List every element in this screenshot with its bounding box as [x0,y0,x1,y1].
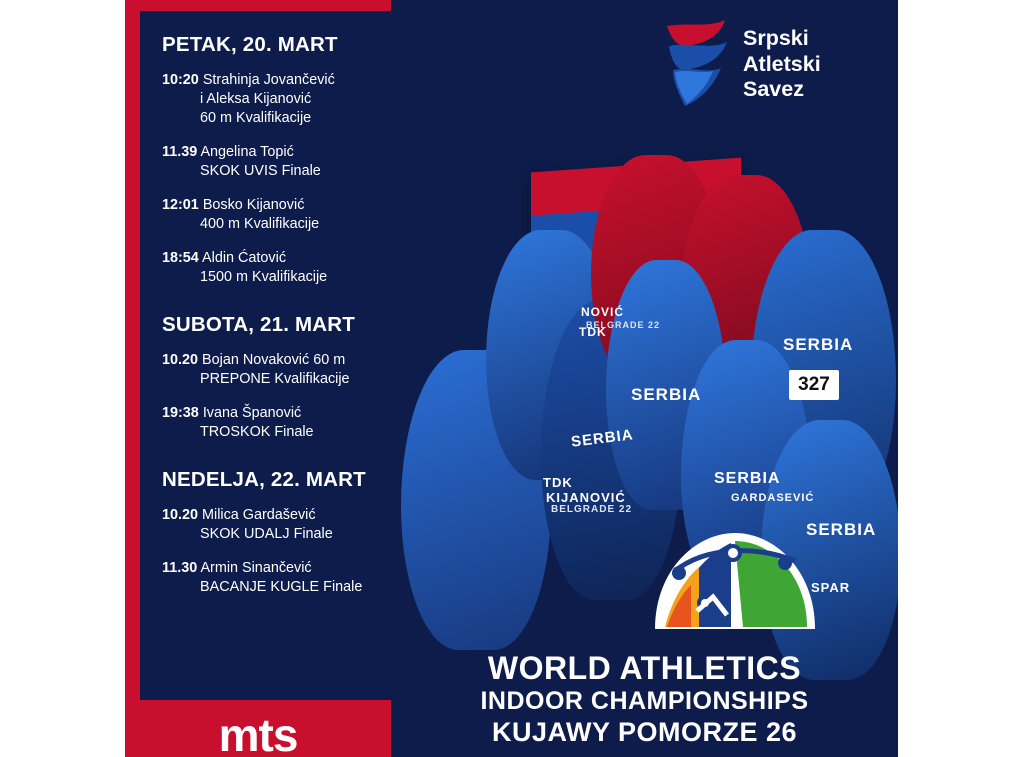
federation-name [743,26,821,103]
event-text: Strahinja Jovančević [202,72,335,88]
kit-text-name: NOVIĆ [581,305,625,319]
event-text: PREPONE Kvalifikacije [200,371,350,387]
kit-text-spar: SPAR [811,580,851,595]
day-title-friday: PETAK, 20. MART [162,33,338,56]
federation-name-rest: avez [757,77,804,101]
federation-name-rest: tletski [758,51,821,76]
event-text: 400 m Kvalifikacije [200,216,320,232]
federation-name-initial: S [743,77,758,101]
event-time: 11.39 [162,144,198,160]
kit-text-serbia: SERBIA [783,335,854,354]
event-time: 12:01 [162,197,199,213]
schedule-event [162,71,381,128]
kit-text-city: BELGRADE 22 [586,320,661,330]
world-athletics-indoor-championships-logo-icon [635,511,835,636]
event-text: Armin Sinančević [200,560,312,576]
event-text: Ivana Španović [202,405,302,421]
schedule-event [162,249,381,287]
kit-text-serbia: SERBIA [631,385,702,404]
kit-text-serbia: SERBIA [570,426,635,451]
event-text: 1500 m Kvalifikacije [200,269,328,285]
day-events-friday [162,71,381,287]
poster-artwork [391,0,898,757]
event-text: i Aleksa Kijanović [200,91,312,107]
federation-name-initial: S [743,26,758,50]
kit-text-tdk: TDK [543,475,573,490]
event-time: 10.20 [162,507,199,523]
schedule-event [162,404,381,442]
event-text: TROSKOK Finale [200,424,314,440]
event-text: Bojan Novaković 60 m [202,352,346,368]
championship-line-3: KUJAWY POMORZE 26 [491,717,798,747]
event-time: 19:38 [162,405,199,421]
event-text: 60 m Kvalifikacije [200,110,312,126]
kit-text-serbia: SERBIA [806,520,877,539]
event-text: Aldin Ćatović [202,250,287,266]
event-time: 10.20 [162,352,199,368]
federation-name-rest: rpski [757,26,809,50]
bib-number: 327 [789,370,839,400]
schedule-event [162,143,381,181]
kit-text-name: KIJANOVIĆ [546,490,626,505]
event-time: 10:20 [162,72,199,88]
kit-text-tdk: TDK [579,325,607,339]
event-text: Milica Gardašević [202,507,316,523]
event-text: SKOK UDALJ Finale [200,526,333,542]
mts-logo: mts [218,709,298,757]
day-events-saturday [162,351,381,442]
schedule-panel [125,0,391,757]
kit-text-serbia: SERBIA [714,470,781,487]
kit-text-city: BELGRADE 22 [551,504,633,515]
event-text: SKOK UVIS Finale [200,163,321,179]
schedule-inner [140,11,391,700]
event-time: 18:54 [162,250,199,266]
championship-title [391,650,898,748]
federation-name-initial: A [743,51,759,76]
event-text: Angelina Topić [200,144,294,160]
day-events-sunday [162,506,381,597]
event-text: BACANJE KUGLE Finale [200,579,363,595]
day-title-sunday: NEDELJA, 22. MART [162,468,366,491]
championship-line-1: WORLD ATHLETICS [487,650,802,686]
event-time: 11.30 [162,560,198,576]
championship-line-2: INDOOR CHAMPIONSHIPS [480,687,809,715]
day-title-saturday: SUBOTA, 21. MART [162,313,356,336]
schedule-event [162,351,381,389]
event-text: Bosko Kijanović [202,197,305,213]
kit-text-name: GARDASEVIĆ [731,492,815,504]
federation-logo-block [659,14,859,109]
schedule-event [162,559,381,597]
sponsor-bar [125,700,391,757]
schedule-event [162,506,381,544]
serbian-athletics-federation-logo-icon [659,16,733,108]
schedule-event [162,196,381,234]
poster [125,0,898,757]
